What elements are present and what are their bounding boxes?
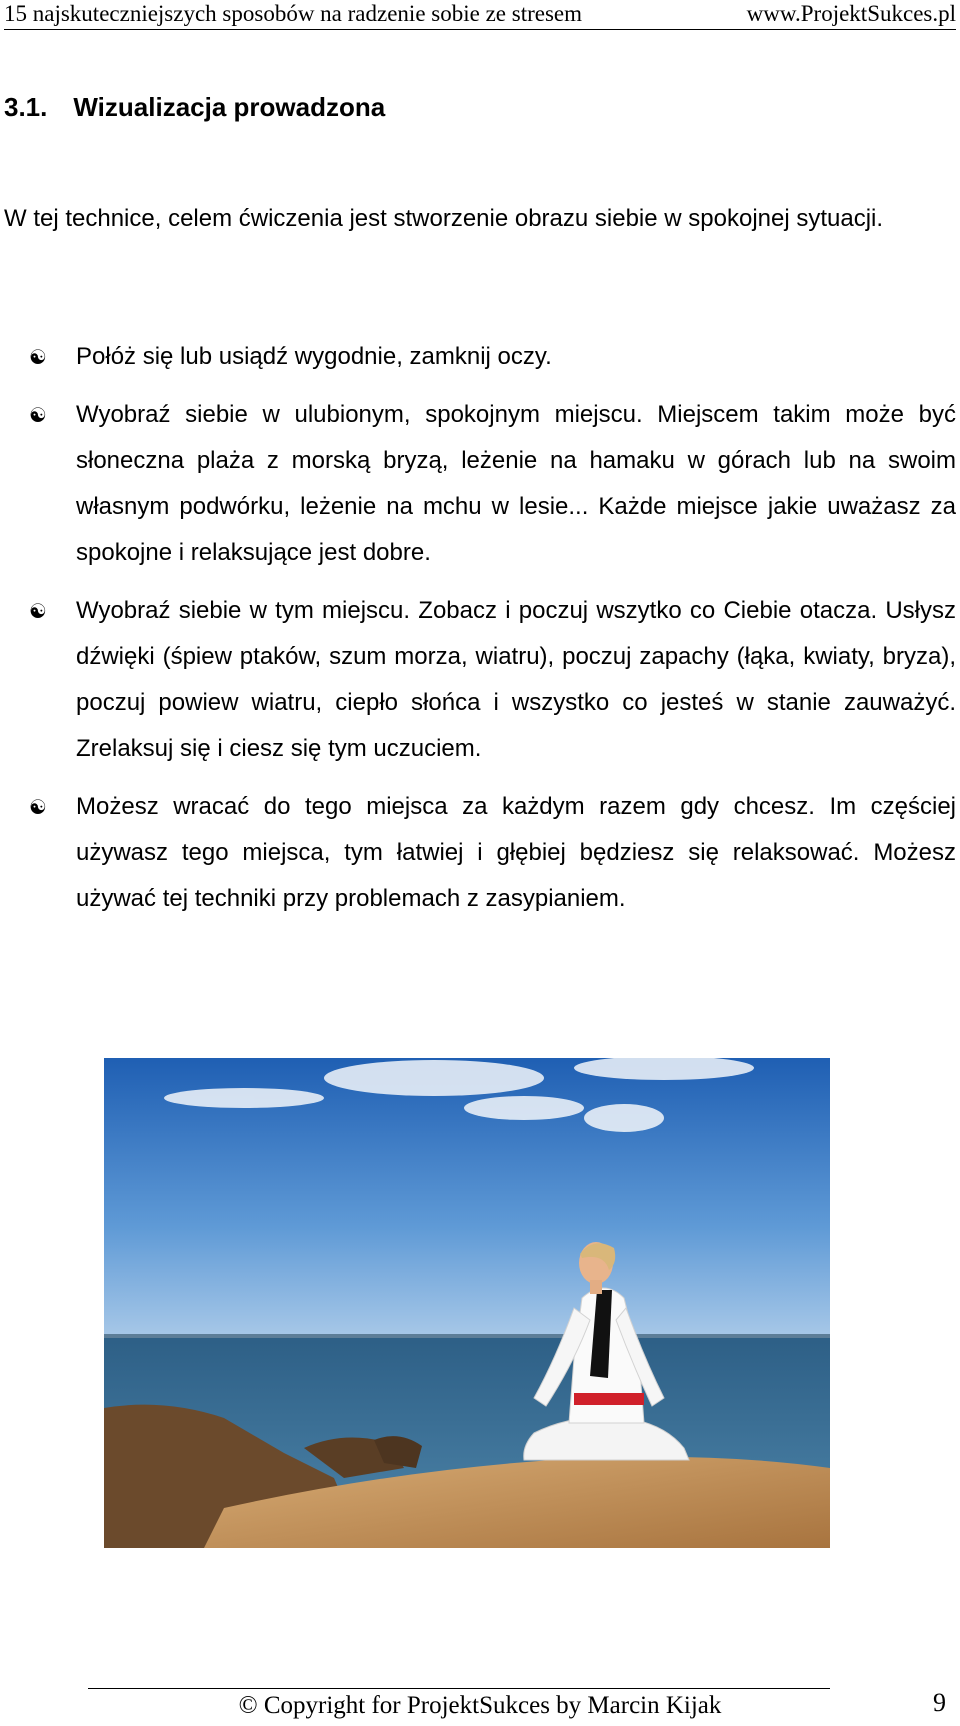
yin-yang-icon: ☯ [29, 403, 47, 427]
section-heading [4, 92, 385, 123]
section-number: 3.1. [4, 92, 48, 122]
yin-yang-icon: ☯ [29, 599, 47, 623]
section-title: Wizualizacja prowadzona [73, 92, 386, 122]
list-item [0, 392, 956, 576]
page-header [4, 0, 956, 30]
intro-paragraph: W tej technice, celem ćwiczenia jest stworzenie obrazu siebie w spokojnej sytuacji. [4, 205, 884, 232]
list-item-text: Wyobraź siebie w tym miejscu. Zobacz i poczuj wszytko co Ciebie otacza. Usłysz dźwięki (śpiew ptaków, szum morza, wiatru), poczuj zapachy (łąka, kwiaty, bryza), poczuj powiew wiatru, ciepło słońca i wszystko co jesteś w stanie zauważyć. Zrelaksuj się i ciesz się tym uczuciem. [76, 597, 956, 762]
bullet-list [0, 334, 960, 934]
list-item [0, 588, 956, 772]
meditation-illustration [104, 1058, 830, 1548]
footer-copyright: © Copyright for ProjektSukces by Marcin Kijak [238, 1692, 722, 1719]
header-url[interactable]: www.ProjektSukces.pl [746, 1, 956, 26]
list-item [0, 334, 956, 380]
list-item-text: Połóż się lub usiądź wygodnie, zamknij oczy. [76, 343, 552, 370]
horizon [104, 1334, 830, 1338]
list-item-text: Wyobraź siebie w ulubionym, spokojnym miejscu. Miejscem takim może być słoneczna plaża z morską bryzą, leżenie na hamaku w górach lub na swoim własnym podwórku, leżenie na mchu w lesie... Każde miejsce jakie uważasz za spokojne i relaksujące jest dobre. [76, 401, 956, 566]
yin-yang-icon: ☯ [29, 345, 47, 369]
header-title: 15 najskuteczniejszych sposobów na radzenie sobie ze stresem [4, 1, 582, 26]
yin-yang-icon: ☯ [29, 795, 47, 819]
footer-divider [88, 1688, 830, 1689]
list-item-text: Możesz wracać do tego miejsca za każdym razem gdy chcesz. Im częściej używasz tego miejsca, tym łatwiej i głębiej będziesz się relaksować. Możesz używać tej techniki przy problemach z zasypianiem. [76, 793, 956, 912]
page-number: 9 [933, 1688, 946, 1717]
meditation-photo [104, 1058, 830, 1548]
list-item [0, 784, 956, 922]
